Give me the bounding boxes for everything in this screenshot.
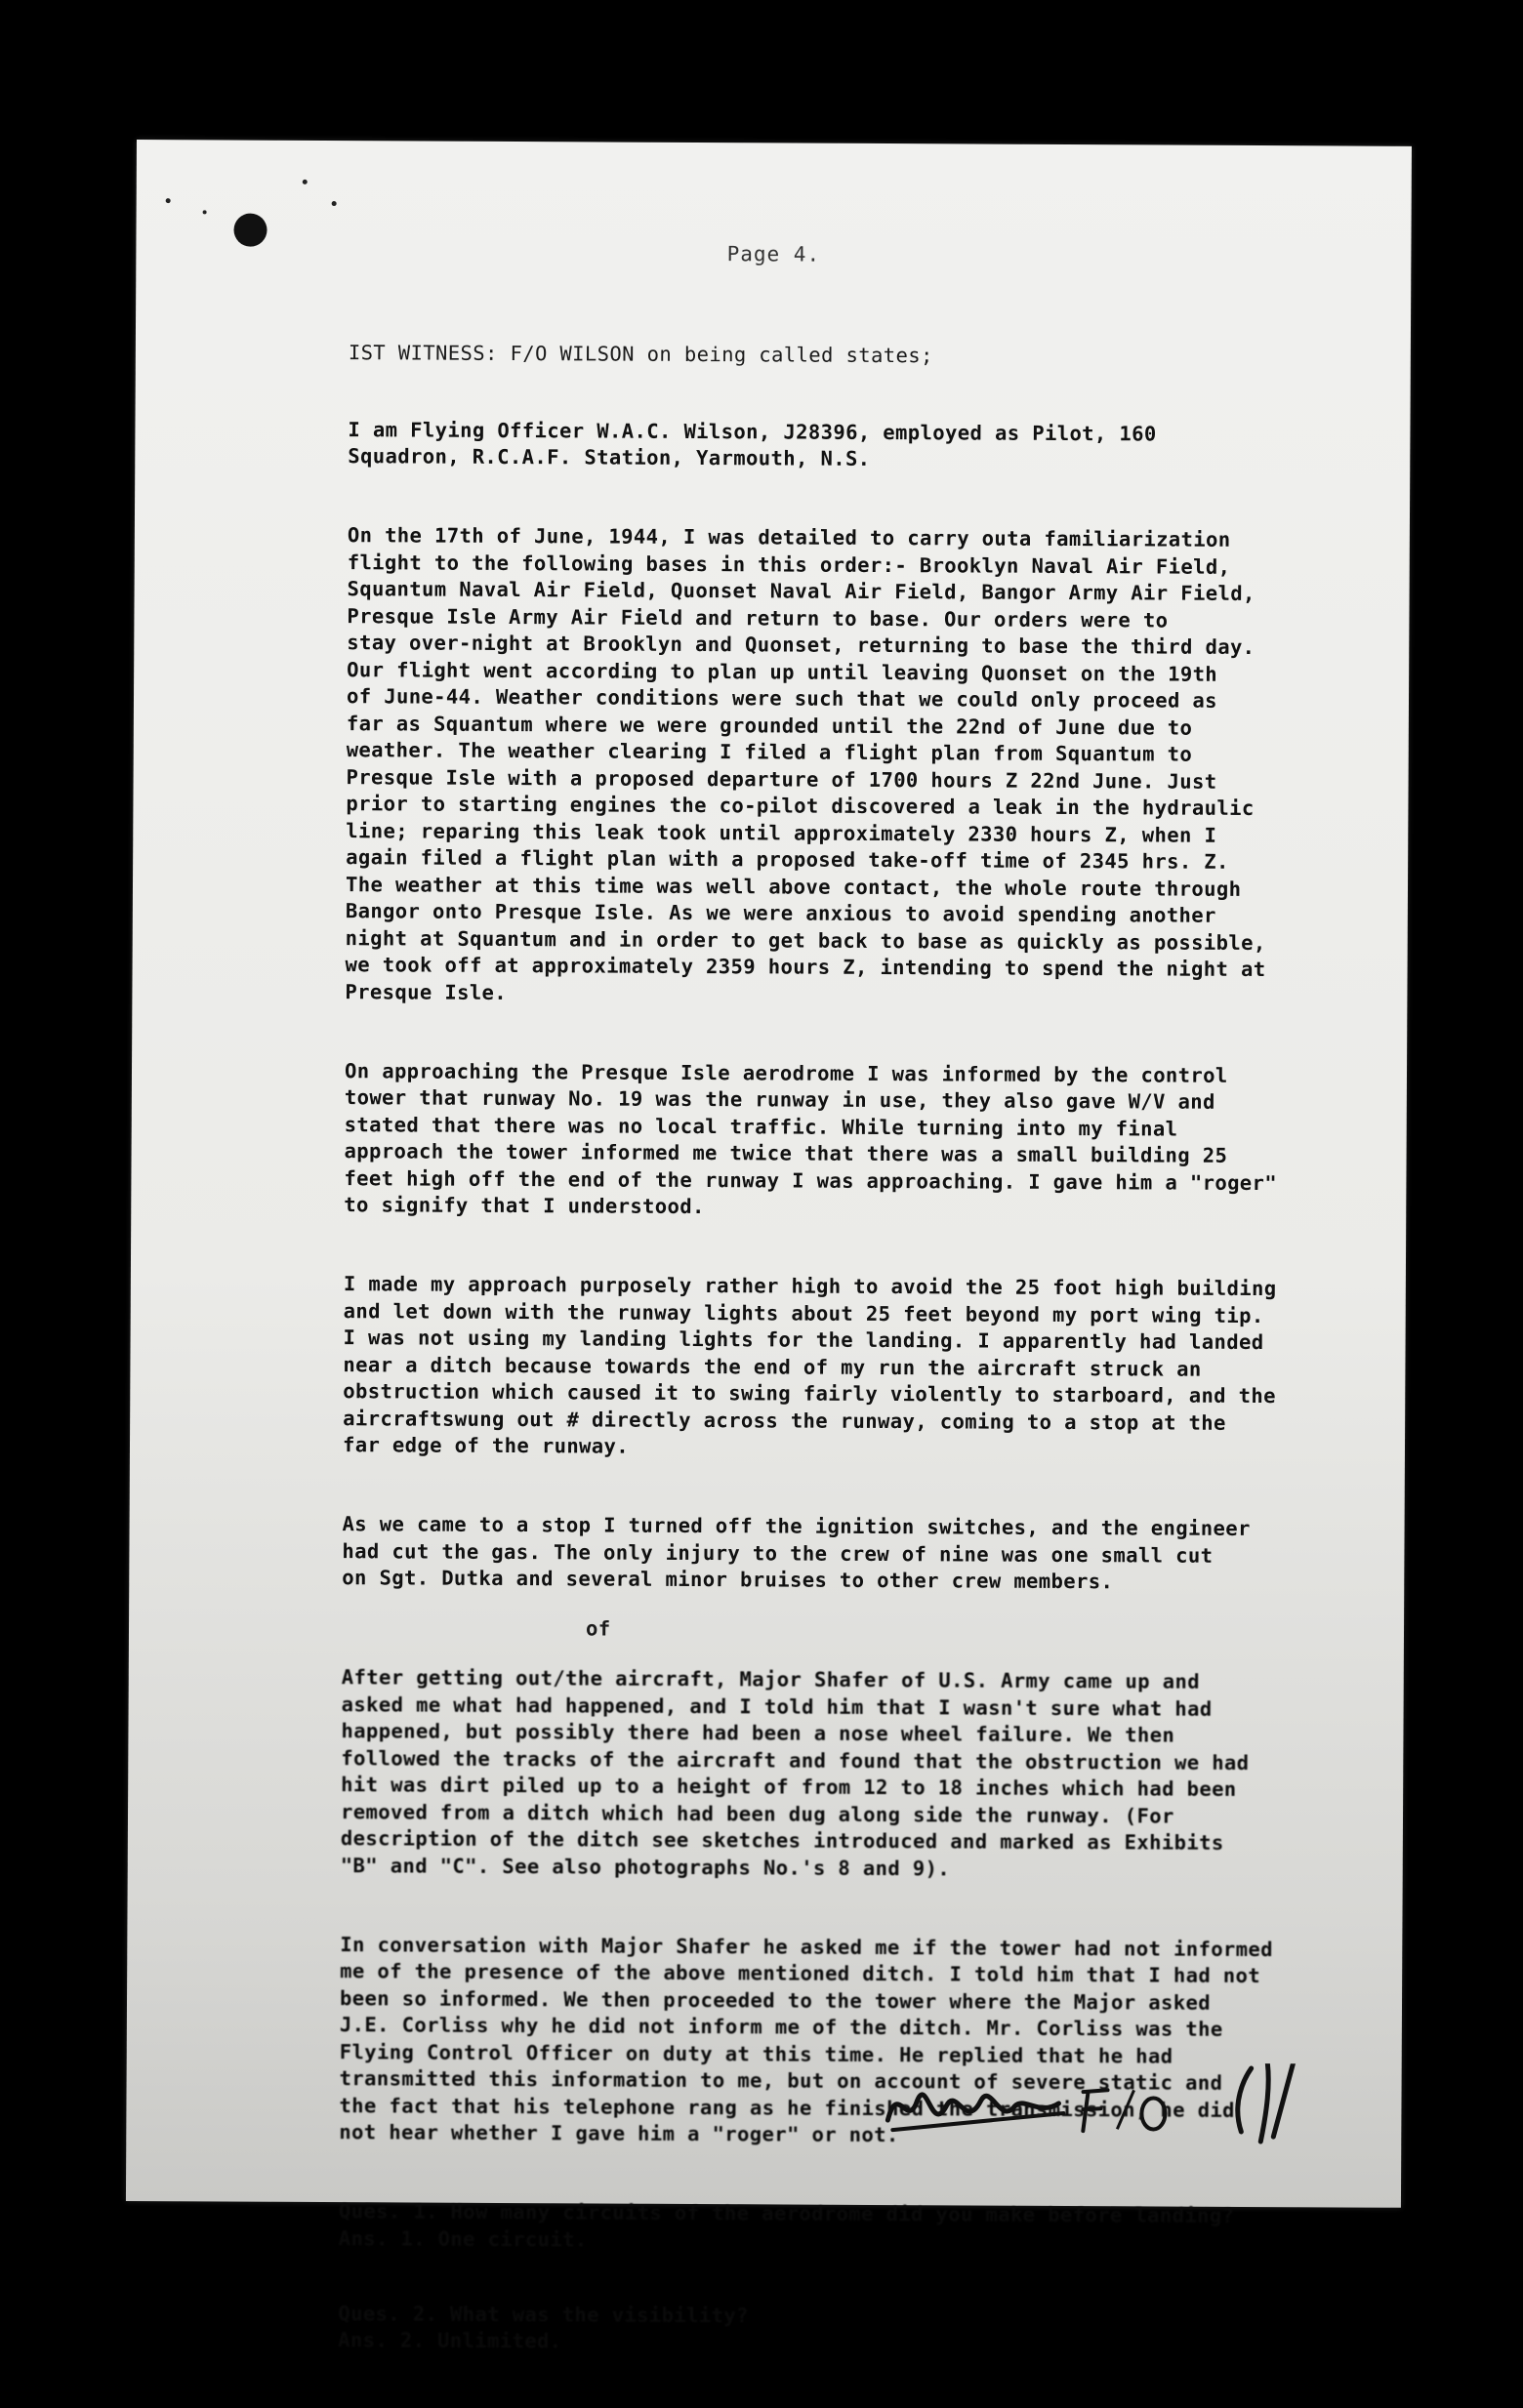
paragraph-after-incident: After getting out/the aircraft, Major Shafer of U.S. Army came up and asked me what had happened, and I told him that I wasn't sure what had happened, but possibly there had been a nose wheel failure. We then followed the tracks of the aircraft and found that the obstruction we had hit was dirt piled up to a height of from 12 to 18 inches which had been removed from a ditch which had been dug along side the runway. (For description of the ditch see sketches introduced and marked as Exhibits "B" and "C". See also photographs No.'s 8 and 9). (340, 1665, 1250, 1880)
ink-speck (166, 198, 171, 203)
question-answer-1: Ques. 1. How many circuits of the aerodrome did you make before landing? Ans. 1. One circuit. (338, 2199, 1235, 2251)
witness-heading: IST WITNESS: F/O WILSON on being called states; (348, 340, 933, 367)
page-number: Page 4. (726, 242, 821, 266)
handwritten-insert: of (585, 1616, 611, 1641)
question-answer-2: Ques. 2. What was the visibility? Ans. 2. Unlimited. (338, 2301, 749, 2353)
ink-speck (332, 201, 337, 206)
paragraph-conversation: In conversation with Major Shafer he asked me if the tower had not informed me of the presence of the above mentioned ditch. I told him that I had not been so informed. We then proceeded to the tower where the Major asked J.E. Corliss why he did not inform me of the ditch. Mr. Corliss was the Flying Control Officer on duty at this time. He replied that he had transmitted this information to me, but on account of severe static and the fact that his telephone rang as he finished the transmission, he did not hear whether I gave him a "roger" or not. (339, 1932, 1274, 2147)
paragraph-identity: I am Flying Officer W.A.C. Wilson, J28396, employed as Pilot, 160 Squadron, R.C.A.F. Station, Yarmouth, N.S. (348, 417, 1157, 470)
ink-speck (203, 210, 207, 214)
paragraph-flight-plan: On the 17th of June, 1944, I was detailed to carry outa familiarization flight to the following bases in this order:- Brooklyn Naval Air Field, Squantum Naval Air Field, Quonset Naval Air Field, Bangor Army Air Field, Presque Isle Army Air Field and return to base. Our orders were to stay over-night at Brooklyn and Quonset, returning to base the third day. Our flight went according to plan up until leaving Quonset on the 19th of June-44. Weather conditions were such that we could only proceed as far as Squantum where we were grounded until the 22nd of June due to weather. The weather clearing I filed a flight plan from Squantum to Presque Isle with a proposed departure of 1700 hours Z 22nd June. Just prior to starting engines the co-pilot discovered a leak in the hydraulic line; reparing this leak took until approximately 2330 hours Z, when I again filed a flight plan with a proposed take-off time of 2345 hrs. Z. The weather at this time was well above contact, the whole route through Bangor onto Presque Isle. As we were anxious to avoid spending another night at Squantum and in order to get back to base as quickly as possible, we took off at approximately 2359 hours Z, intending to spend the night at Presque Isle. (345, 523, 1266, 1004)
paragraph-landing: I made my approach purposely rather high to avoid the 25 foot high building and let down with the runway lights about 25 feet beyond my port wing tip. I was not using my landing lights for the landing. I apparently had landed near a ditch because towards the end of my run the aircraft struck an obstruction which caused it to swing fairly violently to starboard, and the aircraftswung out # directly across the runway, coming to a stop at the far edge of the runway. (342, 1272, 1277, 1458)
paragraph-approach: On approaching the Presque Isle aerodrome I was informed by the control tower that runway No. 19 was the runway in use, they also gave W/V and stated that there was no local traffic. While turning into my final approach the tower informed me twice that there was a small building 25 feet high off the end of the runway I was approaching. I gave him a "roger" to signify that I understood. (344, 1058, 1278, 1219)
ink-speck (303, 180, 308, 184)
document-page (126, 140, 1412, 2353)
paragraph-stop: As we came to a stop I turned off the ignition switches, and the engineer had cut the gas. The only injury to the crew of nine was one small cut on Sgt. Dutka and several minor bruises to other crew members. (342, 1512, 1251, 1594)
